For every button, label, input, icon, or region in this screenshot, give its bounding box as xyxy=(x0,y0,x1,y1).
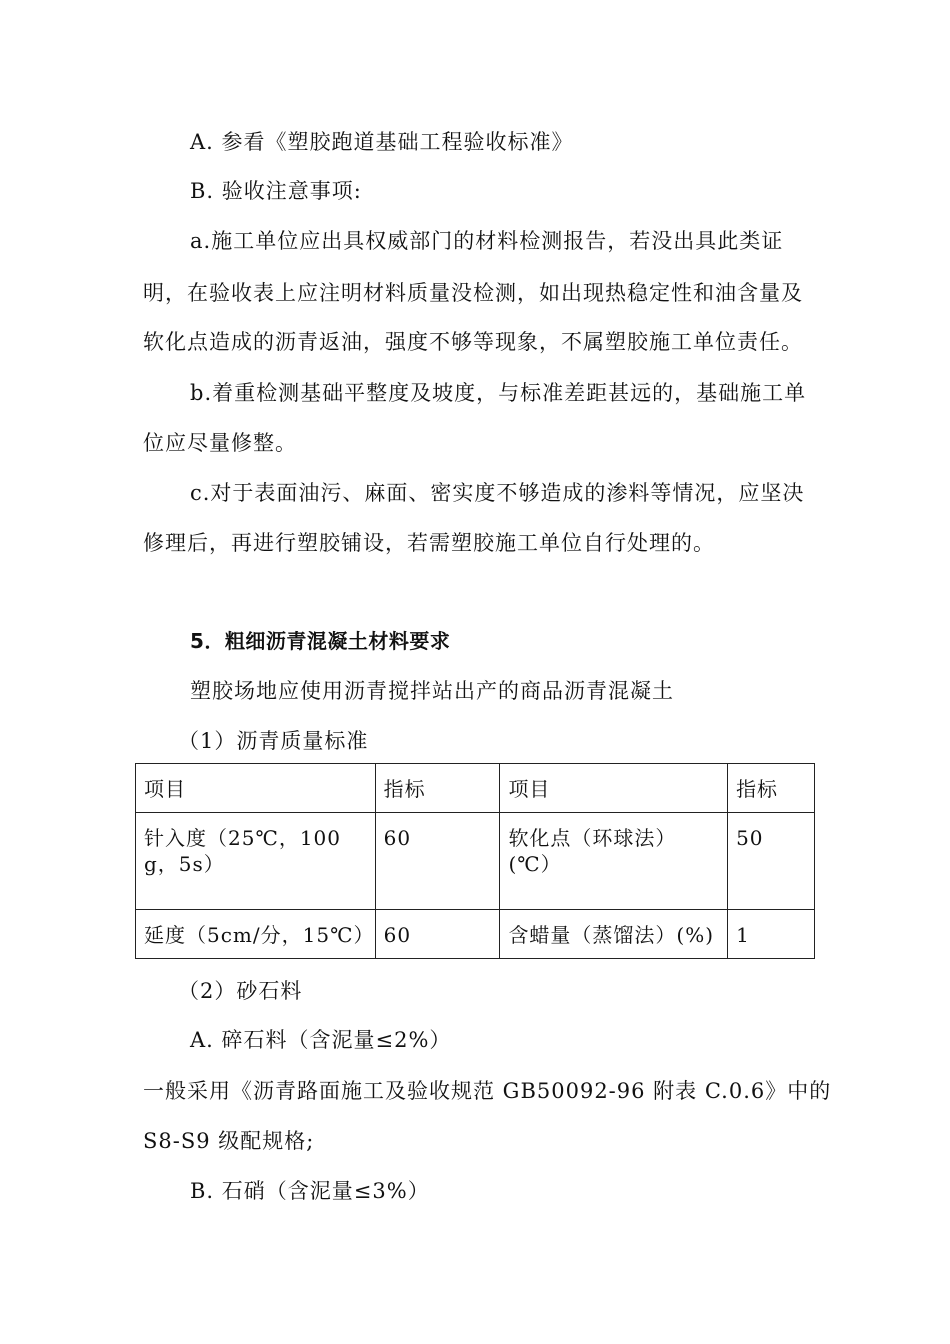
table-cell: 1 xyxy=(728,910,815,959)
table-row xyxy=(136,910,815,959)
table-row xyxy=(136,813,815,910)
subsection-asphalt-quality: （1）沥青质量标准 xyxy=(178,729,369,753)
section-5-intro: 塑胶场地应使用沥青搅拌站出产的商品沥青混凝土 xyxy=(190,679,674,703)
table-cell: 含蜡量（蒸馏法）(%) xyxy=(500,910,728,959)
crushed-stone-desc-line-1: 一般采用《沥青路面施工及验收规范 GB50092-96 附表 C.0.6》中的 xyxy=(143,1079,832,1103)
asphalt-quality-table xyxy=(135,763,815,959)
table-header-row xyxy=(136,764,815,813)
item-b-stone-chips: B. 石硝（含泥量≤3%） xyxy=(190,1179,430,1203)
table-cell: 60 xyxy=(375,910,500,959)
note-a-line-3: 软化点造成的沥青返油，强度不够等现象，不属塑胶施工单位责任。 xyxy=(143,330,803,354)
section-5-heading: 5．粗细沥青混凝土材料要求 xyxy=(190,629,451,653)
note-b-line-1: b.着重检测基础平整度及坡度，与标准差距甚远的，基础施工单 xyxy=(190,381,807,405)
header-cell: 指标 xyxy=(375,764,500,813)
table-cell: 延度（5cm/分，15℃） xyxy=(136,910,376,959)
crushed-stone-desc-line-2: S8-S9 级配规格; xyxy=(143,1129,315,1153)
table-cell: 针入度（25℃，100g，5s） xyxy=(136,813,376,910)
note-a-line-1: a.施工单位应出具权威部门的材料检测报告，若没出具此类证 xyxy=(190,229,784,253)
item-a-crushed-stone: A. 碎石料（含泥量≤2%） xyxy=(190,1028,452,1052)
subsection-aggregate: （2）砂石料 xyxy=(178,979,303,1003)
header-cell: 项目 xyxy=(136,764,376,813)
note-c-line-1: c.对于表面油污、麻面、密实度不够造成的渗料等情况，应坚决 xyxy=(190,481,805,505)
item-a-reference: A. 参看《塑胶跑道基础工程验收标准》 xyxy=(190,130,574,154)
header-cell: 项目 xyxy=(500,764,728,813)
item-b-notes-title: B. 验收注意事项: xyxy=(190,179,362,203)
table-cell: 60 xyxy=(375,813,500,910)
note-a-line-2: 明，在验收表上应注明材料质量没检测，如出现热稳定性和油含量及 xyxy=(143,281,803,305)
table-cell: 软化点（环球法）(℃） xyxy=(500,813,728,910)
note-b-line-2: 位应尽量修整。 xyxy=(143,431,297,455)
note-c-line-2: 修理后，再进行塑胶铺设，若需塑胶施工单位自行处理的。 xyxy=(143,531,715,555)
header-cell: 指标 xyxy=(728,764,815,813)
table-cell: 50 xyxy=(728,813,815,910)
